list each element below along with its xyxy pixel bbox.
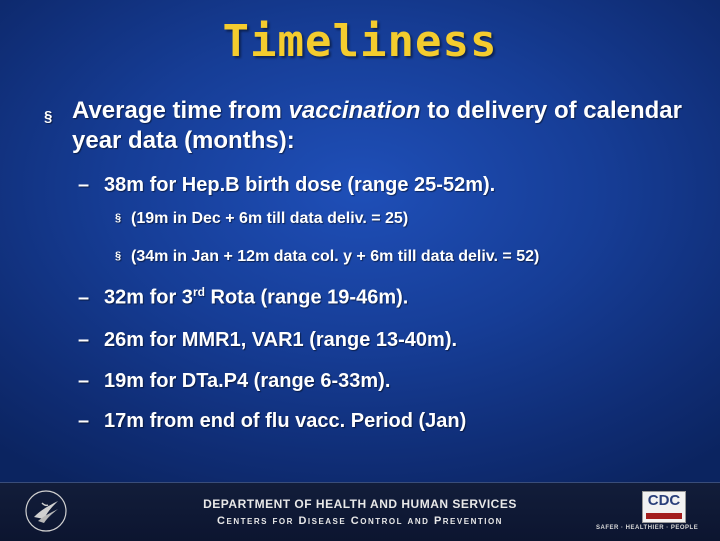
list-item	[78, 329, 457, 352]
bullet-icon: §	[115, 212, 122, 224]
list-item-sup: rd	[192, 285, 205, 299]
sub-list-item	[115, 248, 539, 266]
cdc-logo-text: CDC	[647, 492, 681, 509]
sub-list-item	[115, 210, 408, 228]
main-bullet-after: to delivery of calendar year data (months):	[72, 97, 682, 154]
list-item	[78, 285, 408, 310]
main-bullet-text	[44, 96, 704, 156]
list-item-before: 32m for 3	[104, 286, 193, 309]
list-item-text: 38m for Hep.B birth dose (range 25-52m).	[104, 174, 496, 196]
list-item	[78, 370, 390, 393]
dash-icon: –	[78, 370, 90, 392]
dash-icon: –	[78, 329, 90, 351]
bullet-icon: §	[44, 108, 53, 125]
list-item-text: 19m for DTa.P4 (range 6-33m).	[104, 370, 391, 392]
main-bullet	[44, 96, 704, 156]
list-item	[78, 174, 495, 197]
tagline: SAFER · HEALTHIER · PEOPLE	[596, 525, 699, 531]
bullet-icon: §	[115, 250, 122, 262]
cdc-logo	[642, 491, 686, 523]
footer-banner	[0, 482, 720, 541]
list-item-after: Rota (range 19-46m).	[204, 286, 409, 309]
sub-list-item-text: (19m in Dec + 6m till data deliv. = 25)	[131, 210, 409, 227]
cdc-logo-strip	[646, 513, 682, 519]
slide-title: Timeliness	[222, 16, 498, 67]
dash-icon: –	[78, 286, 90, 309]
agency-name: Centers for Disease Control and Prevention	[217, 515, 503, 527]
list-item	[78, 410, 466, 433]
list-item-text: 17m from end of flu vacc. Period (Jan)	[104, 410, 467, 432]
dash-icon: –	[78, 174, 90, 196]
dash-icon: –	[78, 410, 90, 432]
department-name: DEPARTMENT OF HEALTH AND HUMAN SERVICES	[203, 497, 517, 511]
main-bullet-before: Average time from	[72, 97, 289, 124]
main-bullet-emphasis: vaccination	[288, 97, 421, 124]
sub-list-item-text: (34m in Jan + 12m data col. y + 6m till data deliv. = 52)	[131, 248, 540, 265]
list-item-text: 26m for MMR1, VAR1 (range 13-40m).	[104, 329, 458, 351]
